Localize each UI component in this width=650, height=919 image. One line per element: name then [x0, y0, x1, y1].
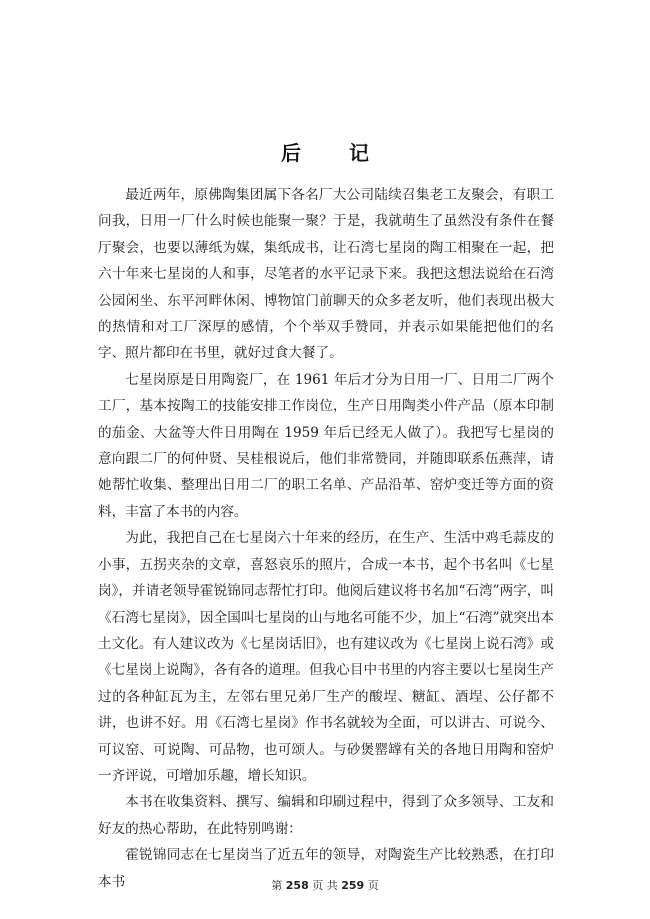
page-footer [0, 877, 650, 893]
page-title: 后 记 [281, 141, 383, 165]
footer-prefix: 第 [271, 879, 283, 892]
paragraph-1: 最近两年，原佛陶集团属下各名厂大公司陆续召集老工友聚会，有职工问我，日用一厂什么时候也能聚一聚？于是，我就萌生了虽然没有条件在餐厅聚会，也要以薄纸为媒，集纸成书，让石湾七星岗的陶工相聚在一起，把六十年来七星岗的人和事，尽笔者的水平记录下来。我把这想法说给在石湾公园闲坐、东平河畔休闲、博物馆门前聊天的众多老友听，他们表现出极大的热情和对工厂深厚的感情，个个举双手赞同，并表示如果能把他们的名字、照片都印在书里，就好过食大餐了。 [98, 187, 554, 362]
paragraph-4: 本书在收集资料、撰写、编辑和印刷过程中，得到了众多领导、工友和好友的热心帮助，在此特别鸣谢： [98, 794, 554, 837]
footer-suffix: 页 [367, 879, 379, 892]
paragraph-3: 为此，我把自己在七星岗六十年来的经历，在生产、生活中鸡毛蒜皮的小事，五拐夹杂的文章，喜怒哀乐的照片，合成一本书，起个书名叫《七星岗》，并请老领导霍锐锦同志帮忙打印。他阅后建议将书名加“石湾”两字，叫《石湾七星岗》，因全国叫七星岗的山与地名可能不少，加上“石湾”就突出本土文化。有人建议改为《七星岗话旧》，也有建议改为《七星岗上说石湾》或《七星岗上说陶》，各有各的道理。但我心目中书里的内容主要以七星岗生产过的各种缸瓦为主，左邻右里兄弟厂生产的酸埕、糖缸、酒埕、公仔都不讲，也讲不好。用《石湾七星岗》作书名就较为全面，可以讲古、可说今、可议窑、可说陶、可品物，也可颂人。与砂煲罂罉有关的各地日用陶和窑炉一齐评说，可增加乐趣，增长知识。 [98, 530, 554, 784]
paragraph-2: 七星岗原是日用陶瓷厂，在 1961 年后才分为日用一厂、日用二厂两个工厂，基本按陶工的技能安排工作岗位，生产日用陶类小件产品（原本印制的茄金、大盆等大件日用陶在 1959 年后已经无人做了）。我把写七星岗的意向跟二厂的何仲贤、吴桂根说后，他们非常赞同，并随即联系伍燕萍，请她帮忙收集、整理出日用二厂的职工名单、产品沿革、窑炉变迁等方面的资料，丰富了本书的内容。 [98, 371, 554, 520]
current-page-number: 258 [285, 879, 309, 892]
document-body [98, 182, 554, 895]
footer-middle: 页 共 [312, 879, 338, 892]
total-pages-number: 259 [341, 879, 365, 892]
paragraph-5: 霍锐锦同志在七星岗当了近五年的领导，对陶瓷生产比较熟悉，在打印本书 [98, 847, 554, 890]
